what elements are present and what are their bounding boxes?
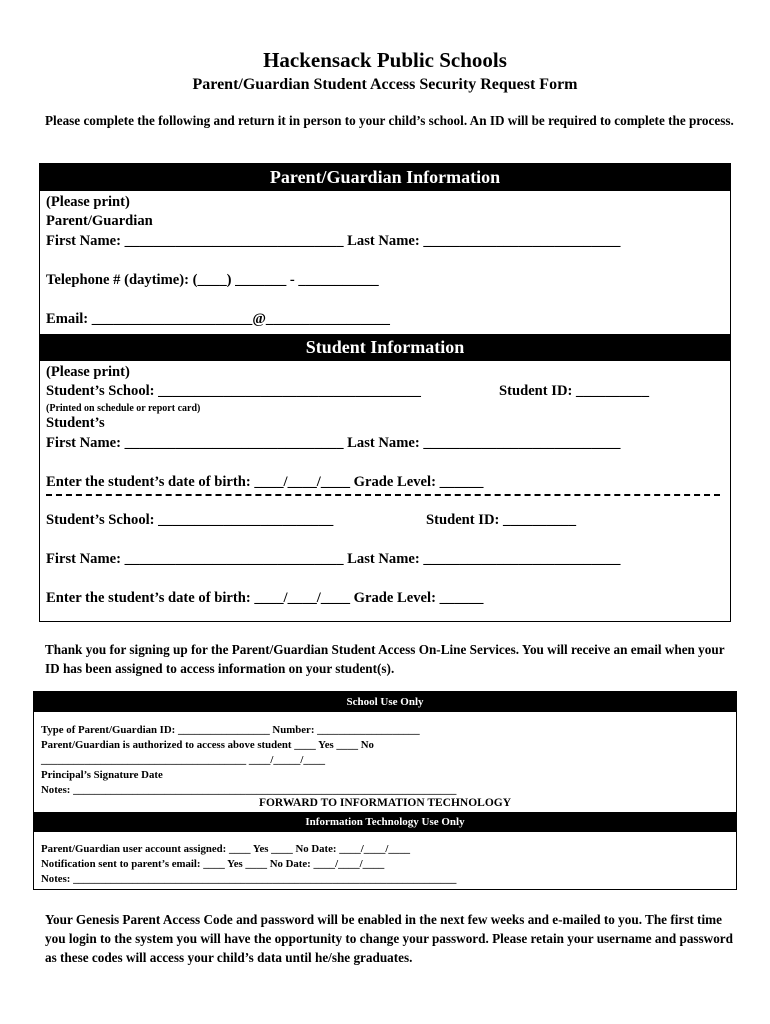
account-assigned-field[interactable]: Parent/Guardian user account assigned: ____ Yes ____ No Date: ____/____/____ [41,843,410,855]
parent-guardian-label: Parent/Guardian [46,213,153,229]
student-name-fields-2[interactable]: First Name: ______________________________ Last Name: ___________________________ [46,551,621,567]
parent-name-fields[interactable]: First Name: ______________________________ Last Name: ___________________________ [46,233,621,249]
student-id-field-1[interactable]: Student ID: __________ [499,383,650,399]
student-school-field-2[interactable]: Student’s School: ________________________ [46,512,334,528]
forward-to-it-label: FORWARD TO INFORMATION TECHNOLOGY [258,797,512,809]
school-use-heading: School Use Only [34,692,736,712]
signature-line[interactable]: ______________________________________ ____/_____/____ [41,754,326,766]
student-dob-grade-2[interactable]: Enter the student’s date of birth: ____/____/____ Grade Level: ______ [46,590,484,606]
parent-please-print: (Please print) [46,194,130,210]
parent-email-field[interactable]: Email: ______________________@_________________ [46,311,390,327]
it-notes-field[interactable]: Notes: _______________________________________________________________________ [41,873,457,885]
student-divider [46,494,720,496]
notification-field[interactable]: Notification sent to parent’s email: ____ Yes ____ No Date: ____/____/____ [41,858,385,870]
intro-text: Please complete the following and return it in person to your child’s school. An ID will be required to complete the process. [45,113,734,128]
closing-text: Your Genesis Parent Access Code and password will be enabled in the next few weeks and e-mailed to you. The first time you login to the system you will have the opportunity to change your password. Please retain your username and password as these codes will access your child’s data until he/she graduates. [45,912,733,965]
parent-telephone-field[interactable]: Telephone # (daytime): (____) _______ - ___________ [46,272,379,288]
form-subtitle: Parent/Guardian Student Access Security Request Form [192,76,578,93]
page-title: Hackensack Public Schools [263,48,507,72]
it-use-heading: Information Technology Use Only [34,812,736,832]
students-label: Student’s [46,415,105,431]
thank-you-text: Thank you for signing up for the Parent/Guardian Student Access On-Line Services. You will receive an email when your ID has been assigned to access information on your student(s). [45,642,725,676]
student-id-field-2[interactable]: Student ID: __________ [426,512,577,528]
student-please-print: (Please print) [46,364,130,380]
student-section-heading: Student Information [40,334,730,361]
signature-label: Principal’s Signature Date [41,769,163,781]
student-dob-grade-1[interactable]: Enter the student’s date of birth: ____/____/____ Grade Level: ______ [46,474,484,490]
printed-on-schedule-note: (Printed on schedule or report card) [46,403,201,414]
parent-id-type-field[interactable]: Type of Parent/Guardian ID: _________________ Number: ___________________ [41,724,420,736]
school-notes-field[interactable]: Notes: _______________________________________________________________________ [41,784,457,796]
student-school-field-1[interactable]: Student’s School: ____________________________________ [46,383,421,399]
student-name-fields-1[interactable]: First Name: ______________________________ Last Name: ___________________________ [46,435,621,451]
parent-section-heading: Parent/Guardian Information [40,164,730,191]
authorized-field[interactable]: Parent/Guardian is authorized to access above student ____ Yes ____ No [41,739,374,751]
